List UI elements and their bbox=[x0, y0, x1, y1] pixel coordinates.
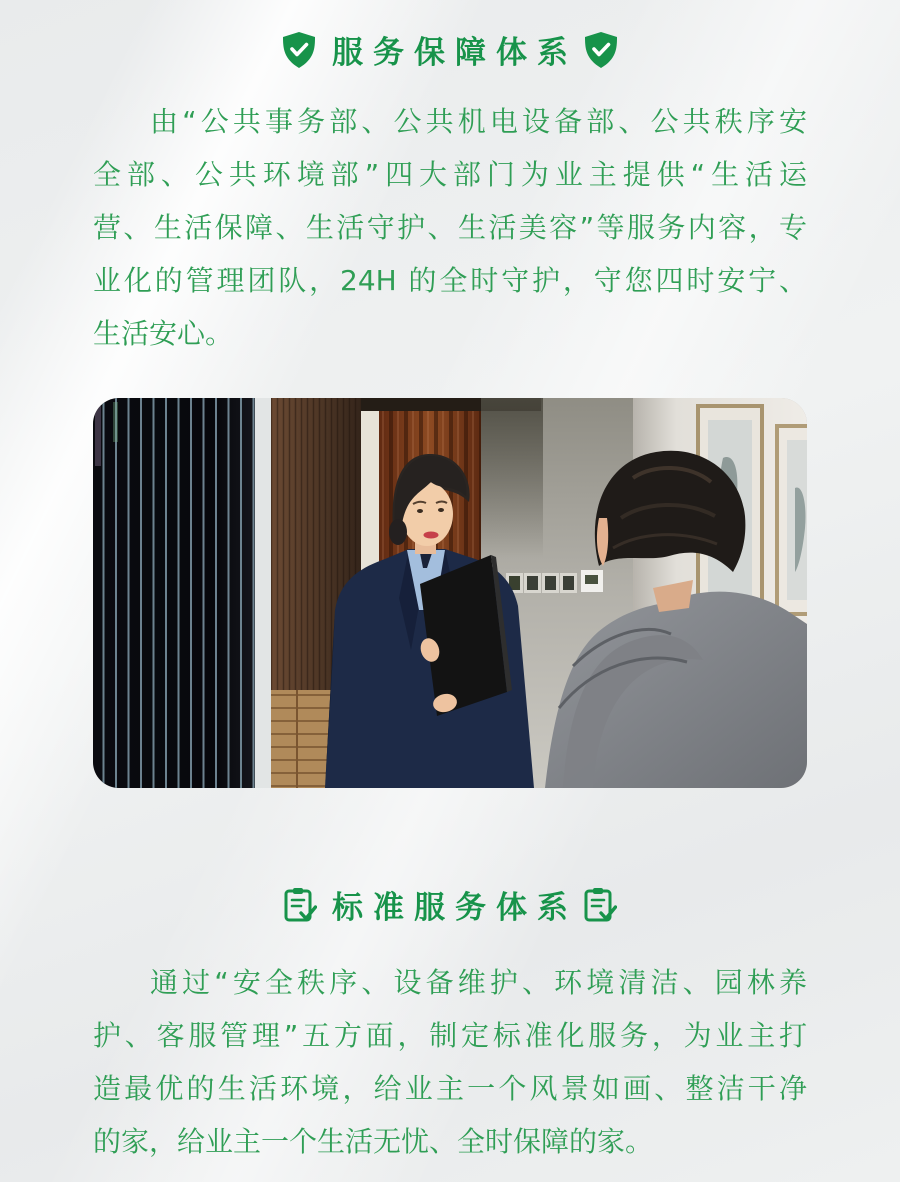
photo-wall-shadow bbox=[481, 398, 543, 558]
paragraph-line: 业化的管理团队，24H 的全时守护，守您四时安宁、 bbox=[93, 264, 807, 297]
clipboard-check-icon bbox=[583, 886, 617, 924]
shield-check-icon bbox=[281, 31, 317, 69]
framed-picture bbox=[777, 426, 807, 614]
paragraph-line: 护、客服管理”五方面，制定标准化服务，为业主打 bbox=[93, 1019, 807, 1052]
paragraph-line: 生活安心。 bbox=[93, 317, 234, 350]
shield-check-icon bbox=[583, 31, 619, 69]
clipboard-check-icon bbox=[283, 886, 317, 924]
section1-paragraph bbox=[93, 95, 807, 360]
photo-slat-panel bbox=[93, 398, 255, 788]
paragraph-line: 的家，给业主一个生活无忧、全时保障的家。 bbox=[93, 1125, 654, 1158]
light-switch-panel bbox=[506, 570, 603, 593]
service-photo bbox=[93, 398, 807, 788]
photo-trim bbox=[255, 398, 271, 788]
section1-heading bbox=[0, 27, 900, 72]
paragraph-line: 全部、公共环境部”四大部门为业主提供“生活运 bbox=[93, 158, 807, 191]
paragraph-line: 通过“安全秩序、设备维护、环境清洁、园林养 bbox=[150, 966, 807, 999]
section2-title: 标准服务体系 bbox=[332, 890, 578, 926]
paragraph-line: 造最优的生活环境，给业主一个风景如画、整洁干净 bbox=[93, 1072, 807, 1105]
section2-paragraph bbox=[93, 956, 807, 1168]
paragraph-line: 由“公共事务部、公共机电设备部、公共秩序安 bbox=[150, 105, 807, 138]
section1-title: 服务保障体系 bbox=[332, 35, 578, 71]
section2-heading bbox=[0, 882, 900, 927]
paragraph-line: 营、生活保障、生活守护、生活美容”等服务内容，专 bbox=[93, 211, 807, 244]
